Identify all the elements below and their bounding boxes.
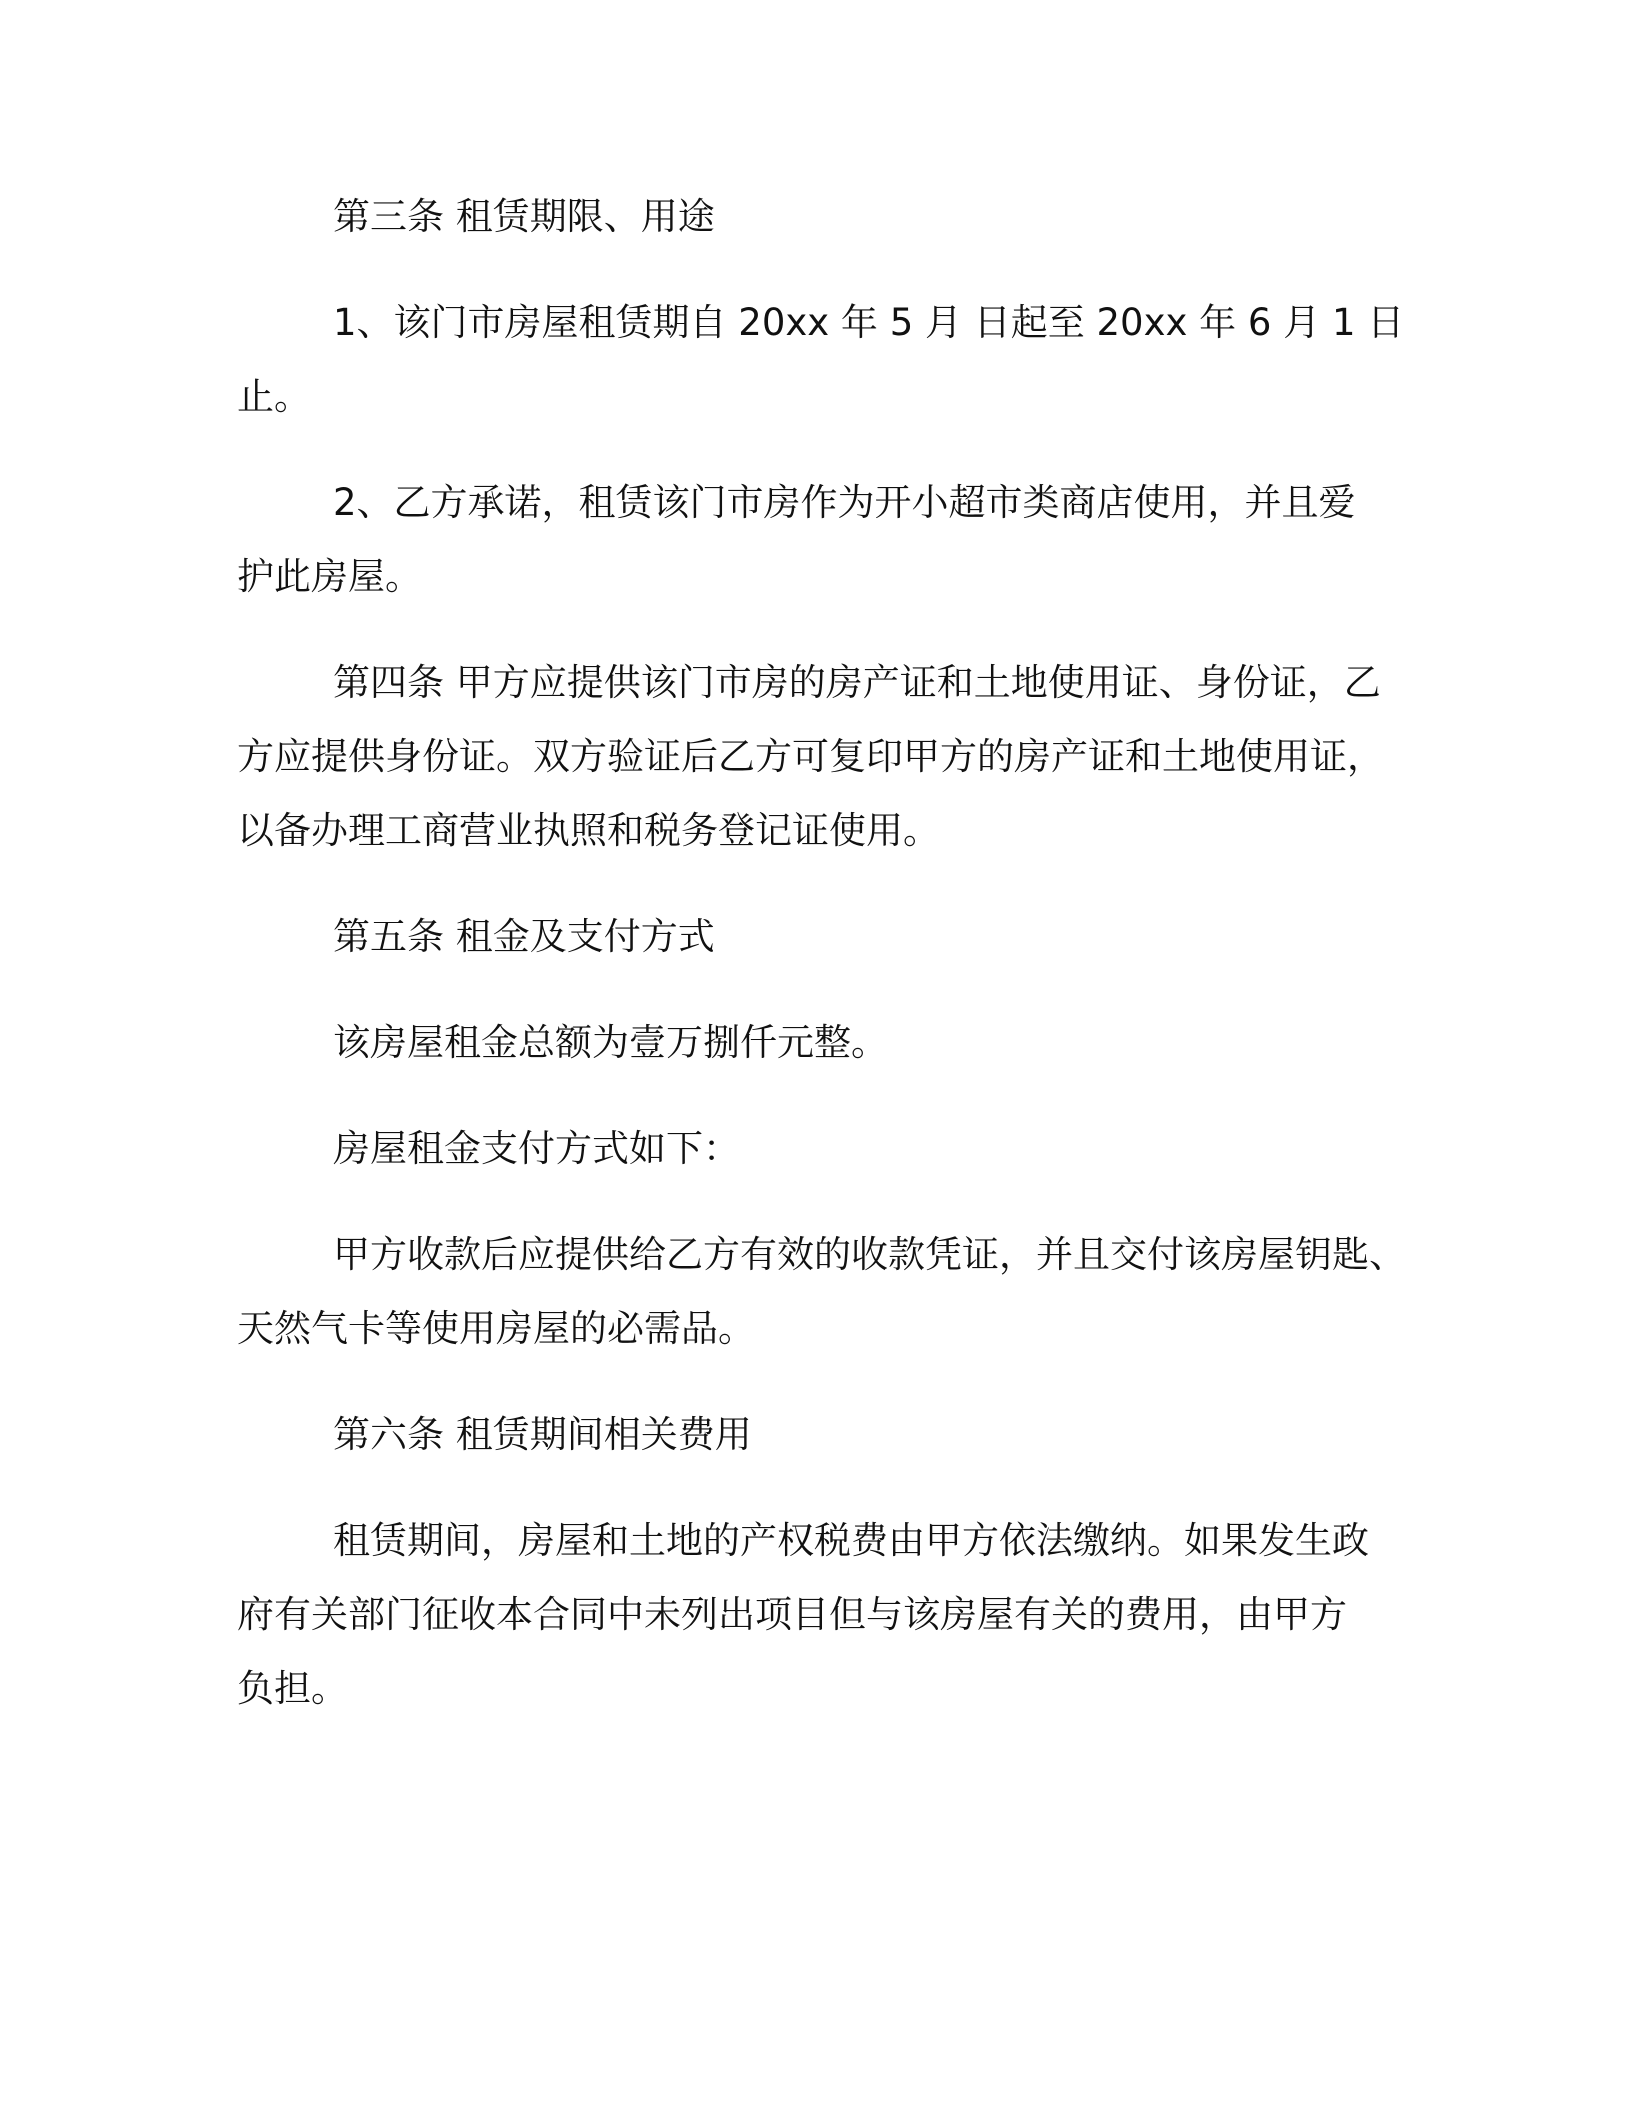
paragraph-line: 1、该门市房屋租赁期自 20xx 年 5 月 日起至 20xx 年 6 月 1 日 [333,301,1405,344]
paragraph-line: 租赁期间，房屋和土地的产权税费由甲方依法缴纳。如果发生政 [333,1519,1369,1562]
paragraph-line: 护此房屋。 [237,555,422,598]
article-5-heading: 第五条 租金及支付方式 [333,915,715,958]
article-6-heading: 第六条 租赁期间相关费用 [333,1413,752,1456]
paragraph-line: 负担。 [237,1667,348,1710]
paragraph-line: 2、乙方承诺，租赁该门市房作为开小超市类商店使用，并且爱 [333,481,1356,524]
article-3-heading: 第三条 租赁期限、用途 [333,195,715,238]
paragraph-line: 止。 [237,375,311,418]
paragraph-line: 甲方收款后应提供给乙方有效的收款凭证，并且交付该房屋钥匙、 [333,1233,1406,1276]
paragraph-line: 房屋租金支付方式如下： [333,1127,740,1170]
paragraph-line: 天然气卡等使用房屋的必需品。 [237,1307,755,1350]
article-4-line: 第四条 甲方应提供该门市房的房产证和土地使用证、身份证，乙 [333,661,1381,704]
paragraph-line: 府有关部门征收本合同中未列出项目但与该房屋有关的费用，由甲方 [237,1593,1347,1636]
paragraph-line: 以备办理工商营业执照和税务登记证使用。 [237,809,940,852]
paragraph-line: 该房屋租金总额为壹万捌仟元整。 [333,1021,888,1064]
paragraph-line: 方应提供身份证。双方验证后乙方可复印甲方的房产证和土地使用证， [237,735,1384,778]
